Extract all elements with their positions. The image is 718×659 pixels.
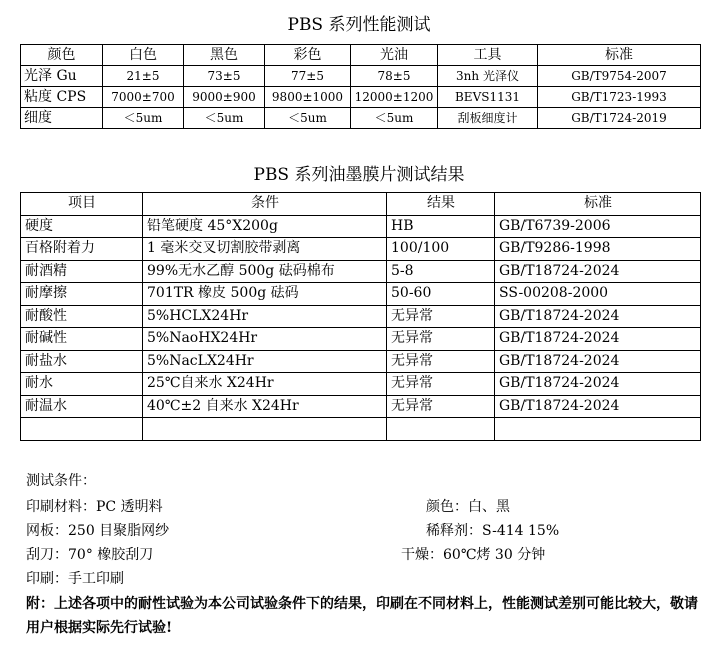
thinner: 稀释剂：S-414 15% — [426, 523, 560, 539]
result-cell: 无异常 — [387, 395, 495, 418]
item-cell — [21, 418, 143, 441]
performance-test-title: PBS 系列性能测试 — [287, 15, 431, 35]
table-cell: 77±5 — [265, 66, 351, 87]
condition-cell: 1 毫米交叉切割胶带剥离 — [143, 238, 387, 261]
item-cell: 耐酒精 — [21, 260, 143, 283]
table-cell: 9800±1000 — [265, 87, 351, 108]
table-row — [21, 328, 701, 351]
table-row — [21, 395, 701, 418]
header-cell: 白色 — [103, 45, 184, 66]
result-cell: 无异常 — [387, 373, 495, 396]
table-cell: GB/T9754-2007 — [538, 66, 701, 87]
item-cell: 耐酸性 — [21, 305, 143, 328]
standard-cell: GB/T18724-2024 — [495, 328, 701, 351]
table-row — [21, 238, 701, 261]
table-row — [21, 350, 701, 373]
table-header-row — [21, 45, 701, 66]
table-cell: GB/T1724-2019 — [538, 108, 701, 129]
item-cell: 耐摩擦 — [21, 283, 143, 306]
standard-cell — [495, 418, 701, 441]
table-header-row — [21, 193, 701, 216]
header-cell: 项目 — [21, 193, 143, 216]
table-cell: 21±5 — [103, 66, 184, 87]
row-label: 光泽 Gu — [21, 66, 103, 87]
condition-cell — [143, 418, 387, 441]
table-row — [21, 260, 701, 283]
standard-cell: GB/T18724-2024 — [495, 395, 701, 418]
drying: 干燥：60℃烤 30 分钟 — [401, 547, 546, 563]
item-cell: 耐盐水 — [21, 350, 143, 373]
ink-colors: 颜色：白、黑 — [426, 499, 510, 515]
table-row — [21, 66, 701, 87]
table-cell: 3nh 光泽仪 — [438, 66, 538, 87]
row-label: 粘度 CPS — [21, 87, 103, 108]
printing-method: 印刷：手工印刷 — [26, 571, 124, 587]
table-row — [21, 108, 701, 129]
condition-cell: 25℃自来水 X24Hr — [143, 373, 387, 396]
header-cell: 标准 — [538, 45, 701, 66]
standard-cell: GB/T18724-2024 — [495, 260, 701, 283]
ink-film-test-title: PBS 系列油墨膜片测试结果 — [253, 165, 465, 185]
condition-cell: 40℃±2 自来水 X24Hr — [143, 395, 387, 418]
result-cell — [387, 418, 495, 441]
result-cell: 无异常 — [387, 305, 495, 328]
condition-cell: 5%NaoHX24Hr — [143, 328, 387, 351]
table-cell: 73±5 — [184, 66, 265, 87]
table-row — [21, 305, 701, 328]
performance-table — [20, 44, 701, 129]
standard-cell: SS-00208-2000 — [495, 283, 701, 306]
row-label: 细度 — [21, 108, 103, 129]
screen-mesh: 网板：250 目聚脂网纱 — [26, 523, 170, 539]
table-row — [21, 283, 701, 306]
item-cell: 硬度 — [21, 215, 143, 238]
table-cell: 9000±900 — [184, 87, 265, 108]
ink-film-table — [20, 192, 701, 441]
result-cell: 50-60 — [387, 283, 495, 306]
test-conditions-heading: 测试条件： — [26, 473, 96, 489]
header-cell: 工具 — [438, 45, 538, 66]
condition-cell: 5%NacLX24Hr — [143, 350, 387, 373]
condition-cell: 701TR 橡皮 500g 砝码 — [143, 283, 387, 306]
header-cell: 黑色 — [184, 45, 265, 66]
header-cell: 条件 — [143, 193, 387, 216]
squeegee: 刮刀：70° 橡胶刮刀 — [26, 547, 154, 563]
condition-cell: 5%HCLX24Hr — [143, 305, 387, 328]
print-material: 印刷材料：PC 透明料 — [26, 499, 163, 515]
condition-cell: 铅笔硬度 45°X200g — [143, 215, 387, 238]
result-cell: 无异常 — [387, 328, 495, 351]
standard-cell: GB/T9286-1998 — [495, 238, 701, 261]
table-cell: ＜5um — [265, 108, 351, 129]
standard-cell: GB/T6739-2006 — [495, 215, 701, 238]
header-cell: 标准 — [495, 193, 701, 216]
standard-cell: GB/T18724-2024 — [495, 350, 701, 373]
table-row-empty — [21, 418, 701, 441]
table-cell: GB/T1723-1993 — [538, 87, 701, 108]
table-cell: 12000±1200 — [351, 87, 438, 108]
table-row — [21, 215, 701, 238]
result-cell: 无异常 — [387, 350, 495, 373]
item-cell: 百格附着力 — [21, 238, 143, 261]
header-cell: 颜色 — [21, 45, 103, 66]
result-cell: 5-8 — [387, 260, 495, 283]
table-cell: ＜5um — [351, 108, 438, 129]
header-cell: 彩色 — [265, 45, 351, 66]
table-cell: 7000±700 — [103, 87, 184, 108]
item-cell: 耐温水 — [21, 395, 143, 418]
result-cell: HB — [387, 215, 495, 238]
table-cell: 78±5 — [351, 66, 438, 87]
table-cell: 刮板细度计 — [438, 108, 538, 129]
table-row — [21, 87, 701, 108]
item-cell: 耐碱性 — [21, 328, 143, 351]
header-cell: 光油 — [351, 45, 438, 66]
result-cell: 100/100 — [387, 238, 495, 261]
item-cell: 耐水 — [21, 373, 143, 396]
table-cell: ＜5um — [103, 108, 184, 129]
header-cell: 结果 — [387, 193, 495, 216]
table-cell: ＜5um — [184, 108, 265, 129]
remark-note: 附：上述各项中的耐性试验为本公司试验条件下的结果，印刷在不同材料上，性能测试差别可能比较大，敬请用户根据实际先行试验! — [26, 596, 698, 636]
table-cell: BEVS1131 — [438, 87, 538, 108]
table-row — [21, 373, 701, 396]
standard-cell: GB/T18724-2024 — [495, 373, 701, 396]
condition-cell: 99%无水乙醇 500g 砝码棉布 — [143, 260, 387, 283]
standard-cell: GB/T18724-2024 — [495, 305, 701, 328]
